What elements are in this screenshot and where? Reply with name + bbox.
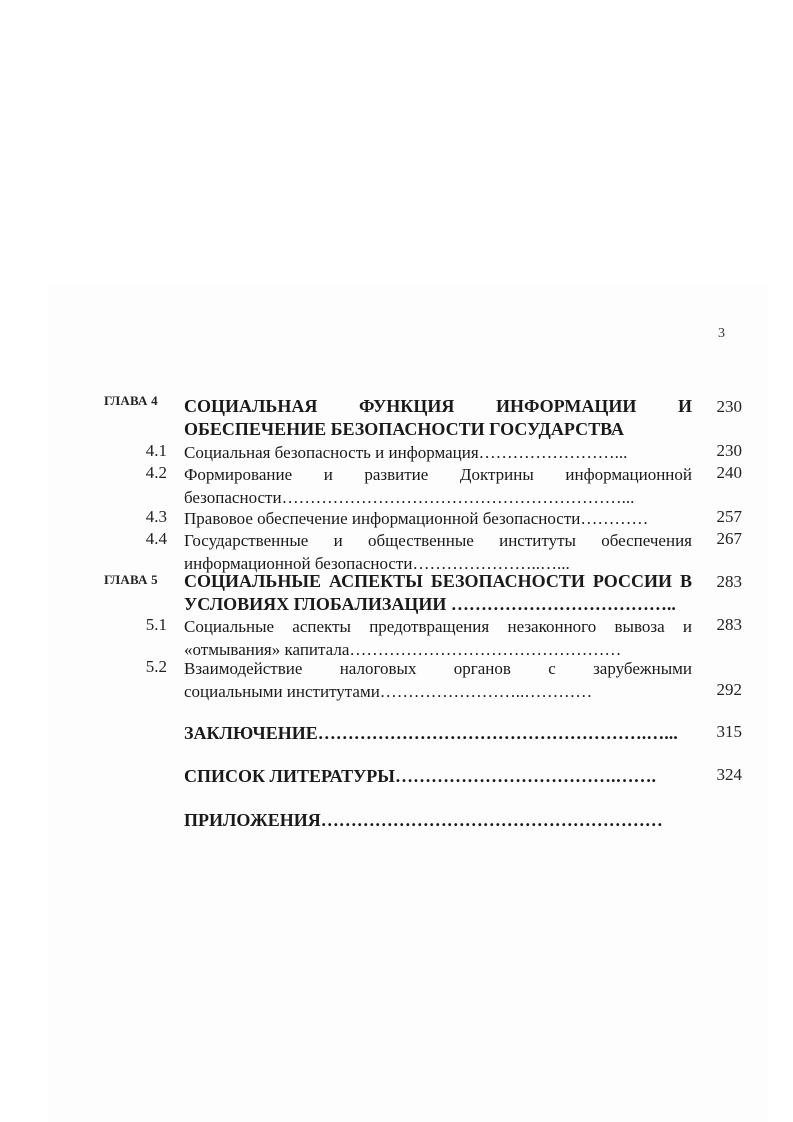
page-ref: 257 xyxy=(716,507,742,526)
title-line: Правовое обеспечение информационной безопасности………… xyxy=(184,509,649,528)
title-line: ОБЕСПЕЧЕНИЕ БЕЗОПАСНОСТИ ГОСУДАРСТВА xyxy=(184,419,624,439)
section-number: 4.2 xyxy=(145,463,167,482)
title-line: ПРИЛОЖЕНИЯ………………………………………………… xyxy=(184,810,663,830)
page-ref: 292 xyxy=(716,680,742,699)
section-number: 4.3 xyxy=(145,507,167,526)
page-ref: 230 xyxy=(716,397,742,416)
backmatter-title xyxy=(184,722,692,745)
section-number: 5.1 xyxy=(145,615,167,634)
section-number: 5.2 xyxy=(145,657,167,676)
section-title xyxy=(184,507,692,530)
page-ref: 283 xyxy=(716,572,742,591)
chapter-title xyxy=(184,395,692,441)
chapter-label: ГЛАВА 5 xyxy=(104,572,158,587)
backmatter-title xyxy=(184,809,692,832)
page-ref: 267 xyxy=(716,529,742,548)
title-line: УСЛОВИЯХ ГЛОБАЛИЗАЦИИ ……………………………….. xyxy=(184,594,676,614)
backmatter-title xyxy=(184,765,692,788)
title-line: «отмывания» капитала………………………………………… xyxy=(184,640,622,659)
title-line: ЗАКЛЮЧЕНИЕ……………………………………………….…... xyxy=(184,723,678,743)
page-ref: 240 xyxy=(716,463,742,482)
title-line: СОЦИАЛЬНАЯ ФУНКЦИЯ ИНФОРМАЦИИ И xyxy=(184,396,692,416)
title-line: СПИСОК ЛИТЕРАТУРЫ……………………………….……. xyxy=(184,766,656,786)
title-line: Социальная безопасность и информация……………………... xyxy=(184,443,628,462)
section-title xyxy=(184,529,692,575)
section-title xyxy=(184,657,692,703)
page-ref: 324 xyxy=(716,765,742,784)
page-ref: 315 xyxy=(716,722,742,741)
section-title xyxy=(184,463,692,509)
title-line: Взаимодействие налоговых органов с зарубежными xyxy=(184,659,692,678)
title-line: СОЦИАЛЬНЫЕ АСПЕКТЫ БЕЗОПАСНОСТИ РОССИИ В xyxy=(184,571,692,591)
section-number: 4.1 xyxy=(145,441,167,460)
title-line: социальными институтами……………………..………… xyxy=(184,682,593,701)
section-number: 4.4 xyxy=(145,529,167,548)
title-line: безопасности……………………………………………………... xyxy=(184,488,635,507)
page-number: 3 xyxy=(718,326,725,341)
chapter-title xyxy=(184,570,692,616)
page-ref: 283 xyxy=(716,615,742,634)
section-title xyxy=(184,441,692,464)
title-line: Государственные и общественные институты обеспечения xyxy=(184,531,692,550)
title-line: Формирование и развитие Доктрины информационной xyxy=(184,465,692,484)
page-ref: 230 xyxy=(716,441,742,460)
section-title xyxy=(184,615,692,661)
title-line: Социальные аспекты предотвращения незаконного вывоза и xyxy=(184,617,692,636)
title-line: информационной безопасности…………………..…... xyxy=(184,554,570,573)
chapter-label: ГЛАВА 4 xyxy=(104,393,158,408)
